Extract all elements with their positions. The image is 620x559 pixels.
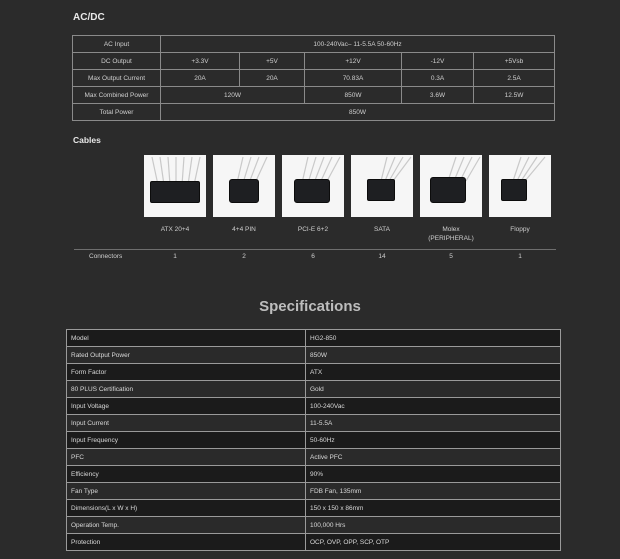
- table-row: [67, 466, 561, 483]
- spec-value: ATX: [306, 364, 561, 381]
- spec-key: Protection: [67, 534, 306, 551]
- dc-output-label: DC Output: [73, 53, 161, 70]
- cable-eps: [213, 155, 275, 234]
- spec-value: 100-240Vac: [306, 398, 561, 415]
- cables-title: Cables: [73, 135, 101, 145]
- cable-molex: [420, 155, 482, 243]
- spec-value: FDB Fan, 135mm: [306, 483, 561, 500]
- connector-count: 5: [449, 253, 453, 260]
- atx-connector-icon: [144, 155, 206, 217]
- spec-value: Active PFC: [306, 449, 561, 466]
- spec-key: 80 PLUS Certification: [67, 381, 306, 398]
- rail-cell: -12V: [402, 53, 474, 70]
- table-row: [67, 381, 561, 398]
- spec-value: 850W: [306, 347, 561, 364]
- spec-key: Form Factor: [67, 364, 306, 381]
- table-row: [67, 415, 561, 432]
- cable-sata: [351, 155, 413, 234]
- table-row: [73, 70, 555, 87]
- cable-pcie: [282, 155, 344, 234]
- rail-cell: +5Vsb: [474, 53, 555, 70]
- spec-key: Dimensions(L x W x H): [67, 500, 306, 517]
- divider: [74, 249, 556, 250]
- eps-connector-icon: [213, 155, 275, 217]
- table-row: [73, 36, 555, 53]
- floppy-connector-icon: [489, 155, 551, 217]
- total-power-label: Total Power: [73, 104, 161, 121]
- current-cell: 20A: [161, 70, 240, 87]
- rail-cell: +5V: [240, 53, 305, 70]
- cable-name: ATX 20+4: [160, 226, 190, 233]
- connector-count: 2: [242, 253, 246, 260]
- table-row: [73, 53, 555, 70]
- connectors-label: Connectors: [89, 253, 123, 260]
- spec-key: Efficiency: [67, 466, 306, 483]
- specifications-title: Specifications: [259, 298, 361, 315]
- spec-key: Model: [67, 330, 306, 347]
- spec-key: Input Current: [67, 415, 306, 432]
- spec-value: HG2-850: [306, 330, 561, 347]
- pcie-connector-icon: [282, 155, 344, 217]
- table-row: [67, 398, 561, 415]
- spec-value: 90%: [306, 466, 561, 483]
- table-row: [67, 347, 561, 364]
- cable-name: SATA: [373, 226, 390, 233]
- spec-key: Input Voltage: [67, 398, 306, 415]
- spec-value: 50-60Hz: [306, 432, 561, 449]
- spec-value: 150 x 150 x 86mm: [306, 500, 561, 517]
- cable-name: Floppy: [510, 226, 530, 233]
- rail-cell: +3.3V: [161, 53, 240, 70]
- spec-key: Input Frequency: [67, 432, 306, 449]
- specifications-table: [66, 329, 561, 551]
- table-row: [67, 483, 561, 500]
- molex-connector-icon: [420, 155, 482, 217]
- rail-cell: +12V: [305, 53, 402, 70]
- spec-value: 100,000 Hrs: [306, 517, 561, 534]
- table-row: [67, 500, 561, 517]
- connector-count: 1: [518, 253, 522, 260]
- table-row: [73, 104, 555, 121]
- cable-floppy: [489, 155, 551, 234]
- current-cell: 70.83A: [305, 70, 402, 87]
- cable-name: PCI-E 6+2: [297, 226, 329, 233]
- power-cell: 12.5W: [474, 87, 555, 104]
- power-cell: 120W: [161, 87, 305, 104]
- spec-key: PFC: [67, 449, 306, 466]
- sata-connector-icon: [351, 155, 413, 217]
- table-row: [73, 87, 555, 104]
- acdc-table: [72, 35, 555, 121]
- table-row: [67, 449, 561, 466]
- table-row: [67, 534, 561, 551]
- table-row: [67, 432, 561, 449]
- cable-name: 4+4 PIN: [232, 226, 256, 233]
- spec-key: Rated Output Power: [67, 347, 306, 364]
- spec-value: Gold: [306, 381, 561, 398]
- connector-count: 14: [378, 253, 386, 260]
- acdc-title: AC/DC: [73, 12, 105, 23]
- spec-key: Operation Temp.: [67, 517, 306, 534]
- table-row: [67, 364, 561, 381]
- power-cell: 850W: [305, 87, 402, 104]
- connector-count: 6: [311, 253, 315, 260]
- current-cell: 20A: [240, 70, 305, 87]
- table-row: [67, 517, 561, 534]
- connector-count: 1: [173, 253, 177, 260]
- spec-key: Fan Type: [67, 483, 306, 500]
- current-cell: 2.5A: [474, 70, 555, 87]
- current-cell: 0.3A: [402, 70, 474, 87]
- table-row: [67, 330, 561, 347]
- power-cell: 3.6W: [402, 87, 474, 104]
- max-combined-power-label: Max Combined Power: [73, 87, 161, 104]
- spec-value: 11-5.5A: [306, 415, 561, 432]
- ac-input-value: 100-240Vac– 11-5.5A 50-60Hz: [161, 36, 555, 53]
- cable-name: Molex (PERIPHERAL): [428, 226, 474, 242]
- cable-atx: [144, 155, 206, 234]
- ac-input-label: AC Input: [73, 36, 161, 53]
- total-power-value: 850W: [161, 104, 555, 121]
- max-output-current-label: Max Output Current: [73, 70, 161, 87]
- spec-value: OCP, OVP, OPP, SCP, OTP: [306, 534, 561, 551]
